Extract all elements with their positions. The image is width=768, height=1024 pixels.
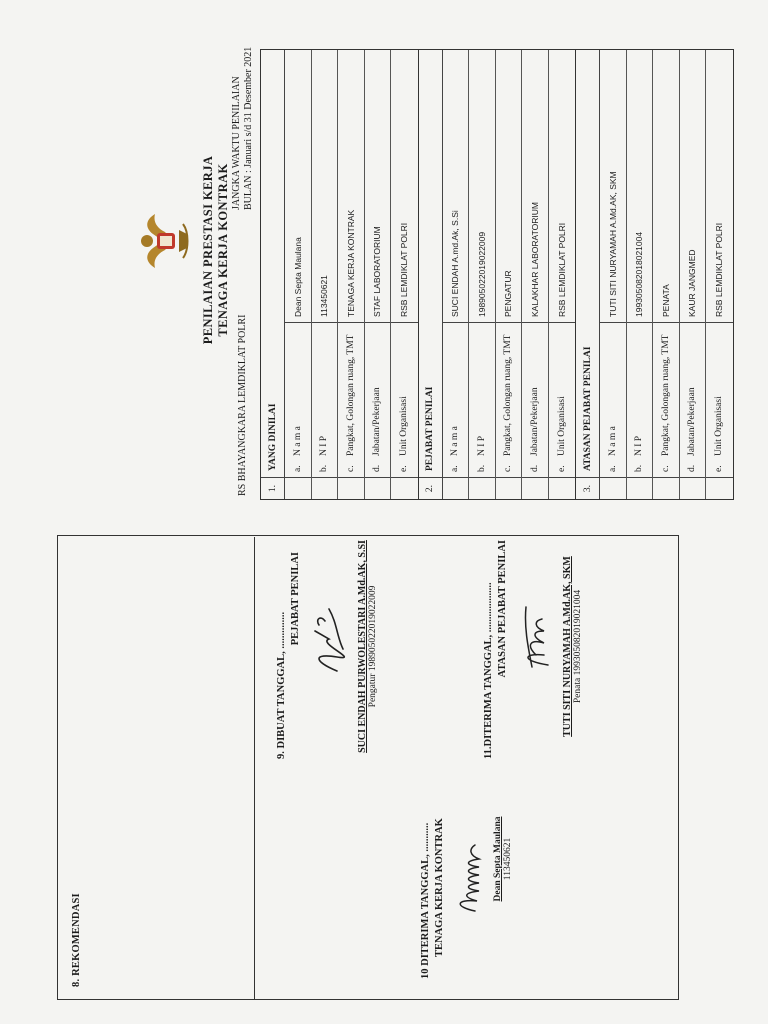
row-value: RSB LEMDIKLAT POLRI (714, 222, 725, 317)
row-label-cell (600, 322, 626, 477)
row-label-cell (391, 322, 418, 477)
row-label: N a m a (607, 426, 618, 456)
row-letter: a. (607, 465, 618, 472)
row-spacer (600, 477, 626, 499)
pejabat-penilai-detail: Pengatur 198905022019022009 (368, 585, 378, 708)
row-label-cell (549, 322, 576, 477)
section-number: 3. (576, 477, 599, 499)
row-value: PENGATUR (503, 270, 514, 317)
row-label-cell (285, 322, 311, 477)
assessment-form-table (260, 49, 734, 500)
row-label: N I P (634, 435, 645, 456)
form-sections (261, 50, 733, 499)
row-label: Unit Organisasi (714, 396, 725, 456)
section-header (261, 50, 285, 499)
row-label-cell (469, 322, 495, 477)
rekomendasi-box (58, 537, 255, 999)
form-row (706, 50, 733, 499)
row-value: 113450621 (319, 275, 330, 317)
row-label: Pangkat, Golongan ruang, TMT (660, 334, 671, 456)
row-label: N a m a (450, 426, 461, 456)
rekomendasi-label: 8. REKOMENDASI (71, 893, 82, 987)
row-letter: b. (634, 464, 645, 472)
row-label-cell (365, 322, 391, 477)
period-label: JANGKA WAKTU PENILAIAN (231, 76, 242, 210)
row-label: N I P (319, 435, 330, 456)
title-line-2: TENAGA KERJA KONTRAK (216, 163, 230, 337)
form-section-1 (261, 50, 419, 499)
atasan-detail: Penata 199305082019021004 (573, 589, 583, 704)
form-row (365, 50, 392, 499)
form-row (338, 50, 365, 499)
row-letter: b. (476, 464, 487, 472)
form-row (627, 50, 654, 499)
row-label: Jabatan/Pekerjaan (372, 387, 383, 456)
row-letter: c. (660, 465, 671, 472)
row-letter: c. (345, 465, 356, 472)
form-row (443, 50, 470, 499)
section-rows (285, 50, 418, 499)
row-letter: c. (503, 465, 514, 472)
row-spacer (653, 477, 679, 499)
form-row (469, 50, 496, 499)
row-label-cell (443, 322, 469, 477)
row-value: KALAKHAR LABORATORIUM (529, 202, 540, 317)
row-spacer (549, 477, 576, 499)
form-row (496, 50, 523, 499)
row-spacer (285, 477, 311, 499)
row-value: SUCI ENDAH A.md.Ak, S.Si (450, 210, 461, 317)
section-header (419, 50, 443, 499)
signature-tenaga-kerja-kontrak (451, 827, 491, 917)
form-row (285, 50, 312, 499)
row-letter: a. (292, 465, 303, 472)
row-spacer (522, 477, 548, 499)
row-label: Unit Organisasi (399, 396, 410, 456)
row-value: KAUR JANGMED (687, 249, 698, 317)
row-spacer (338, 477, 364, 499)
row-spacer (443, 477, 469, 499)
form-row (522, 50, 549, 499)
diterima-tkk-heading: 10 DITERIMA TANGGAL, ........... (420, 822, 431, 979)
row-label: N I P (476, 435, 487, 456)
row-label-cell (706, 322, 733, 477)
row-spacer (312, 477, 338, 499)
form-section-2 (419, 50, 577, 499)
row-value: PENATA (660, 284, 671, 317)
left-page (57, 535, 679, 1000)
row-value: RSB LEMDIKLAT POLRI (399, 222, 410, 317)
row-value: TENAGA KERJA KONTRAK (345, 209, 356, 317)
row-spacer (496, 477, 522, 499)
row-label: Pangkat, Golongan ruang, TMT (345, 334, 356, 456)
document-title (201, 60, 231, 440)
row-letter: d. (372, 464, 383, 472)
row-spacer (365, 477, 391, 499)
row-label-cell (522, 322, 548, 477)
row-value: TUTI SITI NURYAMAH A.Md.AK, SKM (607, 171, 618, 317)
row-spacer (469, 477, 495, 499)
section-title: YANG DINILAI (267, 403, 278, 471)
title-line-1: PENILAIAN PRESTASI KERJA (201, 155, 215, 345)
row-label: Jabatan/Pekerjaan (529, 387, 540, 456)
section-number: 1. (261, 477, 284, 499)
row-label: N a m a (292, 426, 303, 456)
diterima-atasan-heading: 11.DITERIMA TANGGAL, ................... (483, 582, 494, 759)
section-title: PEJABAT PENILAI (425, 386, 435, 471)
row-label-cell (627, 322, 653, 477)
row-label: Jabatan/Pekerjaan (687, 387, 698, 456)
form-row (391, 50, 418, 499)
section-header (576, 50, 600, 499)
right-page (133, 0, 725, 500)
pejabat-penilai-name: SUCI ENDAH PURWOLESTARI A.Md.AK, S.SI (357, 540, 368, 753)
section-rows (600, 50, 733, 499)
diterima-atasan-role: ATASAN PEJABAT PENILAI (497, 540, 508, 678)
tkk-detail: 113450621 (503, 837, 513, 881)
row-label-cell (312, 322, 338, 477)
row-spacer (680, 477, 706, 499)
garuda-emblem-icon (133, 210, 193, 272)
row-label: Unit Organisasi (556, 396, 567, 456)
dibuat-role: PEJABAT PENILAI (290, 552, 301, 646)
row-letter: e. (556, 465, 567, 472)
tkk-name: Dean Septa Maulana (493, 816, 503, 902)
form-section-3 (576, 50, 733, 499)
signature-pejabat-penilai (307, 599, 355, 679)
row-value: STAF LABORATORIUM (372, 226, 383, 317)
row-label-cell (338, 322, 364, 477)
signature-atasan-pejabat-penilai (514, 595, 560, 675)
row-letter: b. (319, 464, 330, 472)
row-value: RSB LEMDIKLAT POLRI (556, 222, 567, 317)
section-title: ATASAN PEJABAT PENILAI (582, 346, 593, 471)
signature-block-atasan-pejabat-penilai (483, 534, 583, 759)
organization-name: RS BHAYANGKARA LEMDIKLAT POLRI (237, 314, 248, 496)
row-label-cell (496, 322, 522, 477)
row-letter: d. (529, 464, 540, 472)
form-row (680, 50, 707, 499)
row-value: 199305082018021004 (634, 231, 645, 317)
row-label: Pangkat, Golongan ruang, TMT (503, 334, 514, 456)
row-spacer (391, 477, 418, 499)
form-row (653, 50, 680, 499)
signature-block-tenaga-kerja-kontrak (420, 779, 513, 979)
diterima-tkk-role: TENAGA KERJA KONTRAK (434, 818, 445, 957)
row-letter: e. (714, 465, 725, 472)
row-letter: a. (450, 465, 461, 472)
row-label-cell (653, 322, 679, 477)
section-number: 2. (419, 477, 442, 499)
atasan-name: TUTI SITI NURYAMAH A.Md.AK, SKM (562, 556, 573, 737)
form-row (312, 50, 339, 499)
row-label-cell (680, 322, 706, 477)
signature-block-pejabat-penilai (276, 534, 378, 759)
row-spacer (706, 477, 733, 499)
form-row (600, 50, 627, 499)
row-letter: d. (687, 464, 698, 472)
row-letter: e. (399, 465, 410, 472)
section-rows (443, 50, 576, 499)
row-value: 198905022019022009 (476, 231, 487, 317)
row-spacer (627, 477, 653, 499)
row-value: Dean Septa Maulana (292, 237, 303, 317)
period-value: BULAN : Januari s/d 31 Desember 2021 (243, 46, 254, 210)
assessment-period (231, 47, 255, 210)
form-row (549, 50, 576, 499)
dibuat-heading: 9. DIBUAT TANGGAL, .............. (276, 611, 287, 759)
